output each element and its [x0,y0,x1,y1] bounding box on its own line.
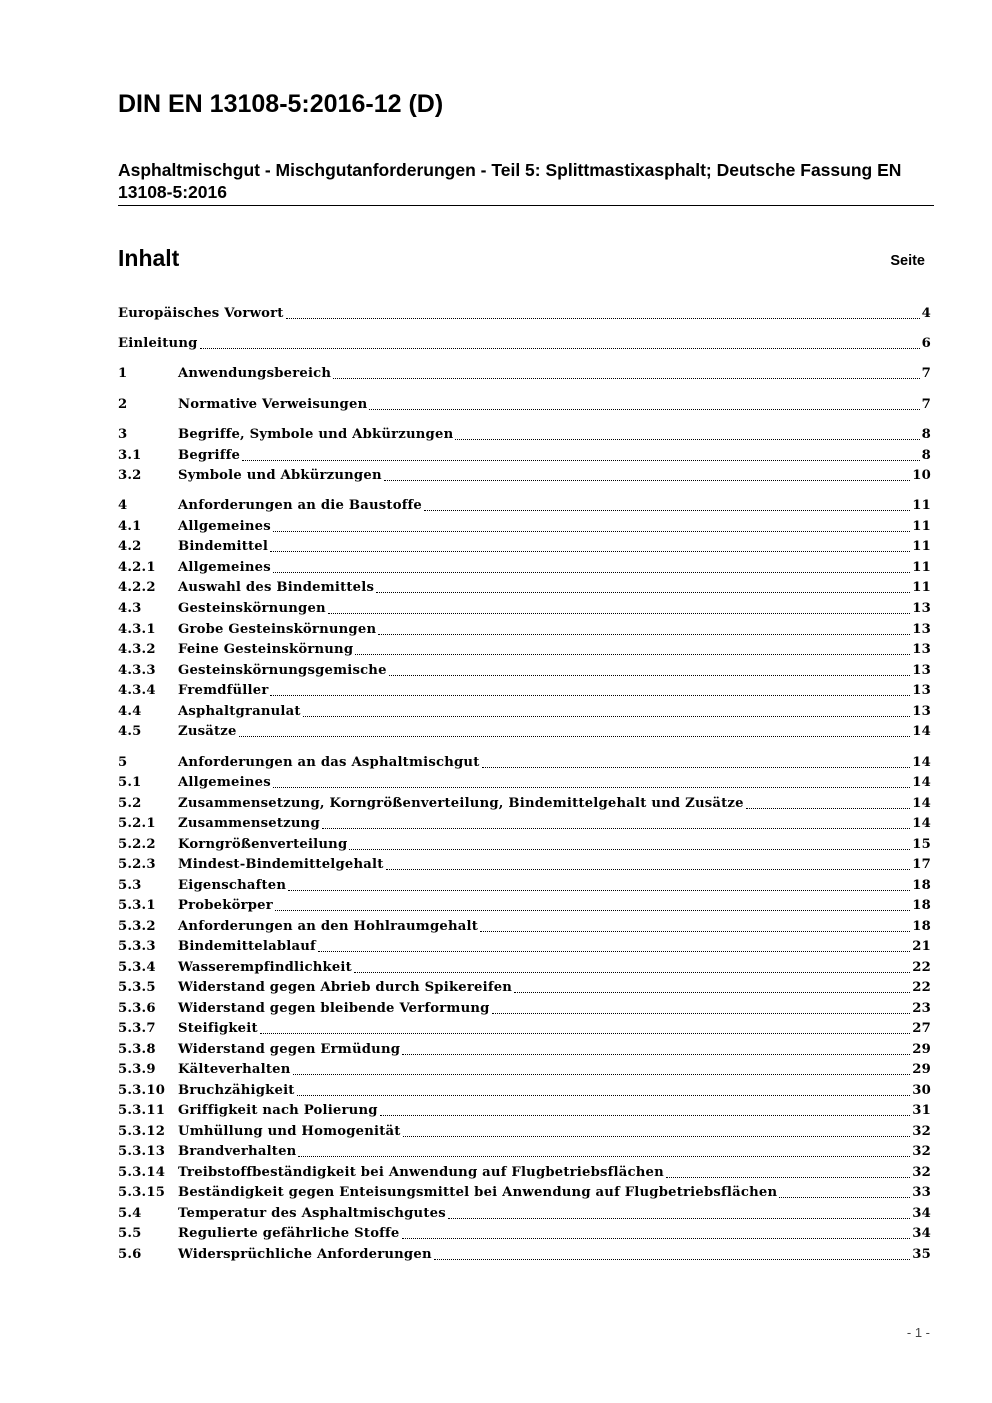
toc-dot-leader [455,438,919,440]
toc-entry-page: 11 [912,498,931,513]
toc-entry-number: 4.2.1 [118,560,156,575]
toc-entry[interactable] [118,446,931,466]
toc-dot-leader [386,868,911,870]
toc-entry-number: 1 [118,366,128,381]
toc-entry-page: 32 [912,1124,931,1139]
toc-entry-page: 35 [912,1247,931,1262]
toc-entry-title: Symbole und Abkürzungen [178,468,382,483]
toc-entry-page: 13 [912,704,931,719]
toc-dot-leader [380,1114,911,1116]
toc-entry-page: 8 [921,427,931,442]
toc-entry-number: 5.3.8 [118,1042,156,1057]
toc-entry-number: 5.6 [118,1247,142,1262]
toc-entry-number: 5.2 [118,796,142,811]
toc-dot-leader [480,930,910,932]
toc-entry-page: 22 [912,980,931,995]
toc-entry[interactable] [118,425,931,445]
toc-entry[interactable] [118,517,931,537]
toc-entry-number: 5.3.6 [118,1001,156,1016]
toc-entry-page: 34 [912,1206,931,1221]
toc-dot-leader [298,1155,910,1157]
toc-heading: Inhalt [118,245,180,271]
toc-entry-page: 7 [921,397,931,412]
toc-entry[interactable] [118,753,931,773]
toc-entry[interactable] [118,661,931,681]
toc-entry-title: Umhüllung und Homogenität [178,1124,401,1139]
toc-entry-page: 23 [912,1001,931,1016]
toc-entry-page: 14 [912,775,931,790]
toc-dot-leader [378,633,910,635]
toc-dot-leader [273,571,910,573]
toc-dot-leader [424,509,910,511]
toc-entry-title: Anforderungen an den Hohlraumgehalt [178,919,479,934]
toc-entry-title: Normative Verweisungen [178,397,368,412]
toc-entry[interactable] [118,1040,931,1060]
toc-entry-title: Gesteinskörnungen [178,601,326,616]
toc-entry-page: 14 [912,724,931,739]
toc-entry-page: 11 [912,519,931,534]
toc-entry-title: Anwendungsbereich [178,366,332,381]
toc-entry-number: 5.3 [118,878,142,893]
toc-dot-leader [242,459,920,461]
toc-entry[interactable] [118,1142,931,1162]
toc-entry[interactable] [118,999,931,1019]
toc-entry[interactable] [118,896,931,916]
toc-entry-title: Zusammensetzung [178,816,320,831]
toc-entry-number: 4.1 [118,519,142,534]
toc-entry-number: 4.2.2 [118,580,156,595]
toc-entry-title: Steifigkeit [178,1021,258,1036]
toc-entry-title: Begriffe [178,448,241,463]
toc-entry-page: 13 [912,601,931,616]
toc-entry-title: Temperatur des Asphaltmischgutes [178,1206,446,1221]
toc-entry[interactable] [118,599,931,619]
toc-dot-leader [746,807,911,809]
toc-entry-page: 11 [912,560,931,575]
toc-dot-leader [779,1196,910,1198]
toc-dot-leader [369,408,919,410]
toc-entry-page: 22 [912,960,931,975]
toc-entry-title: Europäisches Vorwort [118,306,284,321]
toc-entry-page: 13 [912,683,931,698]
toc-entry-title: Allgemeines [178,775,271,790]
toc-entry-number: 5.3.10 [118,1083,166,1098]
toc-entry-title: Treibstoffbeständigkeit bei Anwendung auf Flugbetriebsflächen [178,1165,664,1180]
toc-entry-page: 14 [912,796,931,811]
toc-entry-page: 27 [912,1021,931,1036]
toc-entry-number: 3.1 [118,448,142,463]
toc-entry-title: Beständigkeit gegen Enteisungsmittel bei Anwendung auf Flugbetriebsflächen [178,1185,778,1200]
toc-entry-title: Widerstand gegen Abrieb durch Spikereifen [178,980,513,995]
toc-entry-page: 34 [912,1226,931,1241]
toc-entry-number: 4.3.3 [118,663,156,678]
toc-dot-leader [322,827,910,829]
toc-entry-number: 5.3.7 [118,1021,156,1036]
toc-entry-page: 13 [912,663,931,678]
toc-entry-page: 18 [912,919,931,934]
toc-dot-leader [349,848,910,850]
toc-dot-leader [200,347,920,349]
toc-entry[interactable] [118,395,931,415]
toc-entry-title: Feine Gesteinskörnung [178,642,354,657]
toc-entry-page: 21 [912,939,931,954]
toc-dot-leader [328,612,910,614]
toc-entry-number: 4.3.2 [118,642,156,657]
toc-entry[interactable] [118,466,931,486]
toc-dot-leader [376,591,910,593]
toc-entry-number: 5.3.12 [118,1124,166,1139]
toc-entry-number: 5.3.2 [118,919,156,934]
toc-entry-title: Korngrößenverteilung [178,837,348,852]
toc-entry-title: Anforderungen an die Baustoffe [178,498,423,513]
toc-entry-number: 5.1 [118,775,142,790]
header-rule [118,205,934,206]
toc-entry-number: 3 [118,427,128,442]
toc-entry-title: Kälteverhalten [178,1062,291,1077]
toc-entry-title: Anforderungen an das Asphaltmischgut [178,755,480,770]
toc-entry[interactable] [118,1183,931,1203]
toc-entry-number: 4 [118,498,128,513]
toc-entry-number: 5.2.1 [118,816,156,831]
toc-entry-page: 14 [912,755,931,770]
toc-entry-title: Griffigkeit nach Polierung [178,1103,378,1118]
toc-entry[interactable] [118,937,931,957]
toc-dot-leader [402,1237,911,1239]
toc-dot-leader [434,1258,910,1260]
toc-page-column-label: Seite [890,253,925,269]
toc-entry-number: 4.5 [118,724,142,739]
toc-entry-page: 13 [912,622,931,637]
toc-entry-number: 4.4 [118,704,142,719]
document-subtitle: Asphaltmischgut - Mischgutanforderungen - Teil 5: Splittmastixasphalt; Deutsche Fassung EN 13108-5:2016 [118,160,902,202]
toc-entry[interactable] [118,334,931,354]
toc-entry-title: Regulierte gefährliche Stoffe [178,1226,400,1241]
toc-entry-title: Brandverhalten [178,1144,297,1159]
toc-entry[interactable] [118,304,931,324]
toc-entry-page: 10 [912,468,931,483]
toc-entry-title: Einleitung [118,336,198,351]
toc-dot-leader [273,530,910,532]
toc-entry[interactable] [118,681,931,701]
toc-entry-title: Zusätze [178,724,237,739]
toc-entry-number: 5.5 [118,1226,142,1241]
toc-dot-leader [514,991,910,993]
toc-entry[interactable] [118,702,931,722]
toc-entry-page: 6 [921,336,931,351]
toc-entry-page: 14 [912,816,931,831]
toc-entry-page: 4 [921,306,931,321]
toc-entry-number: 5.3.15 [118,1185,166,1200]
toc-dot-leader [354,971,910,973]
toc-dot-leader [260,1032,910,1034]
toc-entry-number: 3.2 [118,468,142,483]
toc-entry[interactable] [118,537,931,557]
toc-dot-leader [286,317,920,319]
toc-entry-number: 4.3 [118,601,142,616]
toc-entry-number: 5.3.9 [118,1062,156,1077]
toc-dot-leader [270,550,910,552]
toc-entry-title: Gesteinskörnungsgemische [178,663,387,678]
toc-entry[interactable] [118,876,931,896]
toc-entry[interactable] [118,855,931,875]
page-number: - 1 - [906,1325,930,1340]
toc-dot-leader [297,1094,911,1096]
toc-entry-title: Auswahl des Bindemittels [178,580,375,595]
toc-entry-page: 15 [912,837,931,852]
toc-entry[interactable] [118,1019,931,1039]
toc-entry-title: Widerstand gegen bleibende Verformung [178,1001,490,1016]
toc-entry-title: Mindest-Bindemittelgehalt [178,857,384,872]
toc-dot-leader [239,735,911,737]
toc-entry-number: 5.3.11 [118,1103,166,1118]
toc-entry[interactable] [118,722,931,742]
toc-entry-page: 31 [912,1103,931,1118]
toc-entry-page: 29 [912,1062,931,1077]
toc-dot-leader [402,1053,910,1055]
toc-dot-leader [355,653,910,655]
toc-entry-title: Bindemittel [178,539,269,554]
toc-dot-leader [288,889,910,891]
toc-entry-page: 11 [912,539,931,554]
toc-entry[interactable] [118,496,931,516]
toc-entry[interactable] [118,1122,931,1142]
toc-entry[interactable] [118,978,931,998]
toc-entry-page: 18 [912,878,931,893]
toc-dot-leader [384,479,911,481]
toc-entry-page: 7 [921,366,931,381]
document-title: DIN EN 13108-5:2016-12 (D) [118,90,444,118]
toc-entry-title: Allgemeines [178,519,271,534]
toc-entry-title: Wasserempfindlichkeit [178,960,352,975]
toc-dot-leader [318,950,910,952]
toc-entry-number: 5.3.1 [118,898,156,913]
toc-entry[interactable] [118,1204,931,1224]
toc-entry-number: 5.4 [118,1206,142,1221]
toc-entry-page: 32 [912,1144,931,1159]
toc-entry[interactable] [118,1060,931,1080]
toc-entry-page: 8 [921,448,931,463]
toc-dot-leader [482,766,911,768]
toc-dot-leader [273,786,910,788]
toc-entry[interactable] [118,1163,931,1183]
toc-entry-number: 4.2 [118,539,142,554]
toc-entry-title: Eigenschaften [178,878,287,893]
toc-entry-number: 5.3.5 [118,980,156,995]
toc-dot-leader [333,377,919,379]
toc-entry[interactable] [118,1224,931,1244]
toc-dot-leader [389,674,911,676]
toc-entry-number: 4.3.4 [118,683,156,698]
toc-entry-title: Probekörper [178,898,273,913]
toc-entry-page: 32 [912,1165,931,1180]
toc-entry-page: 13 [912,642,931,657]
toc-dot-leader [448,1217,910,1219]
toc-entry-number: 5.2.2 [118,837,156,852]
toc-entry[interactable] [118,917,931,937]
toc-dot-leader [403,1135,911,1137]
toc-entry[interactable] [118,1101,931,1121]
toc-entry[interactable] [118,773,931,793]
toc-entry[interactable] [118,835,931,855]
toc-entry[interactable] [118,794,931,814]
toc-entry-page: 33 [912,1185,931,1200]
toc-entry-title: Fremdfüller [178,683,269,698]
toc-entry-page: 18 [912,898,931,913]
toc-entry-title: Bruchzähigkeit [178,1083,295,1098]
toc-entry-title: Grobe Gesteinskörnungen [178,622,377,637]
toc-entry-number: 5.3.3 [118,939,156,954]
toc-entry[interactable] [118,958,931,978]
toc-entry-page: 17 [912,857,931,872]
toc-entry-title: Bindemittelablauf [178,939,316,954]
toc-dot-leader [492,1012,911,1014]
toc-dot-leader [666,1176,910,1178]
toc-entry-title: Widersprüchliche Anforderungen [178,1247,432,1262]
toc-entry[interactable] [118,578,931,598]
toc-entry-page: 30 [912,1083,931,1098]
toc-entry[interactable] [118,364,931,384]
toc-dot-leader [293,1073,911,1075]
toc-entry-title: Widerstand gegen Ermüdung [178,1042,401,1057]
toc-entry-number: 5.3.13 [118,1144,166,1159]
toc-entry[interactable] [118,814,931,834]
toc-entry-number: 2 [118,397,128,412]
toc-entry-title: Asphaltgranulat [178,704,301,719]
toc-entry[interactable] [118,1081,931,1101]
toc-entry-number: 5 [118,755,128,770]
toc-entry-title: Begriffe, Symbole und Abkürzungen [178,427,454,442]
toc-entry[interactable] [118,620,931,640]
toc-entry-title: Allgemeines [178,560,271,575]
toc-entry-number: 4.3.1 [118,622,156,637]
toc-entry[interactable] [118,1245,931,1265]
toc-dot-leader [270,694,910,696]
toc-entry-page: 11 [912,580,931,595]
toc-entry[interactable] [118,640,931,660]
toc-dot-leader [275,909,910,911]
toc-entry-title: Zusammensetzung, Korngrößenverteilung, Bindemittelgehalt und Zusätze [178,796,744,811]
toc-entry-number: 5.3.14 [118,1165,166,1180]
toc-dot-leader [303,715,911,717]
toc-entry-number: 5.3.4 [118,960,156,975]
toc-entry-number: 5.2.3 [118,857,156,872]
toc-entry-page: 29 [912,1042,931,1057]
toc-entry[interactable] [118,558,931,578]
